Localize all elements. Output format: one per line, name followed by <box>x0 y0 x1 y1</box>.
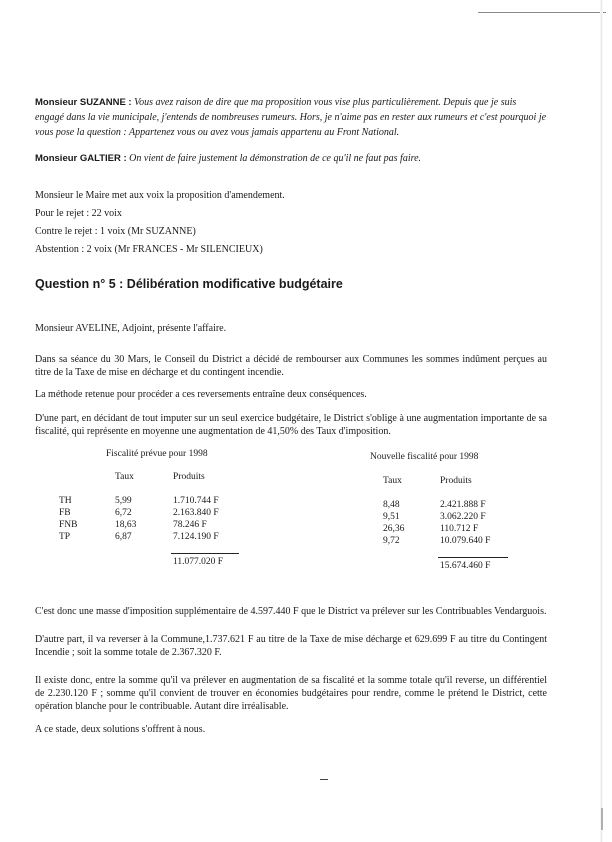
total-rule <box>438 557 508 558</box>
vote-against: Contre le rejet : 1 voix (Mr SUZANNE) <box>35 226 196 237</box>
vote-reject: Pour le rejet : 22 voix <box>35 208 122 219</box>
suzanne-statement <box>35 95 547 140</box>
paragraph-differential: Il existe donc, entre la somme qu'il va prélever en augmentation de sa fiscalité et la somme totale qu'il reverse, un différentiel de 2.230.120 F ; somme qu'il convient de trouver en économies budgétaires pour rendre, comme le prétend le District, cette opération blanche pour le contribuable. Autant dire irréalisable. <box>35 675 547 712</box>
row-produit: 2.163.840 F <box>173 508 219 518</box>
vote-intro: Monsieur le Maire met aux voix la proposition d'amendement. <box>35 190 285 201</box>
column-header-taux: Taux <box>383 476 402 486</box>
statement-text: Vous avez raison de dire que ma proposition vous vise plus particulièrement. Depuis que je suis engagé dans la vie municipale, j'entends de nombreuses rumeurs. Hors, je n'aime pas en rester aux rumeurs et c'est pourquoi je vous pose la question : Appartenez vous ou avez vous jamais appartenu au Front National. <box>35 97 547 138</box>
page-dash <box>320 779 328 780</box>
table-total: 11.077.020 F <box>173 557 224 567</box>
paragraph-additional-imposition: C'est donc une masse d'imposition supplémentaire de 4.597.440 F que le District va prélever sur les Contribuables Vendarguois. <box>35 606 547 617</box>
paragraph-method: La méthode retenue pour procéder a ces reversements entraîne deux conséquences. <box>35 389 367 400</box>
row-produit: 1.710.744 F <box>173 496 219 506</box>
row-taux: 9,72 <box>383 536 400 546</box>
column-header-produits: Produits <box>173 472 205 482</box>
row-produit: 110.712 F <box>440 524 479 534</box>
row-produit: 3.062.220 F <box>440 512 486 522</box>
table-total: 15.674.460 F <box>440 561 491 571</box>
scan-artifact-line <box>478 12 606 13</box>
row-taux: 9,51 <box>383 512 400 522</box>
column-header-taux: Taux <box>115 472 134 482</box>
table-title: Nouvelle fiscalité pour 1998 <box>370 452 479 462</box>
scan-artifact-mark <box>601 808 603 830</box>
row-label: TP <box>59 532 71 542</box>
paragraph-fiscal-increase: D'une part, en décidant de tout imputer sur un seul exercice budgétaire, le District s'oblige à une augmentation importante de sa fiscalité, qui représente en moyenne une augmentation de 41,50% des Taux d'imposition. <box>35 413 547 437</box>
paragraph-district-decision: Dans sa séance du 30 Mars, le Conseil du District a décidé de rembourser aux Communes les sommes indûment perçues au titre de la Taxe de mise en décharge et du contingent incendie. <box>35 354 547 378</box>
row-taux: 18,63 <box>115 520 137 530</box>
row-taux: 6,72 <box>115 508 132 518</box>
speaker-name: Monsieur GALTIER : <box>35 153 127 164</box>
section-heading: Question n° 5 : Délibération modificative budgétaire <box>35 277 343 291</box>
row-label: FB <box>59 508 71 518</box>
row-taux: 8,48 <box>383 500 400 510</box>
row-taux: 5,99 <box>115 496 132 506</box>
galtier-statement <box>35 151 547 166</box>
column-header-produits: Produits <box>440 476 472 486</box>
paragraph-reversal: D'autre part, il va reverser à la Commune,1.737.621 F au titre de la Taxe de mise décharge et 629.699 F au titre du Contingent Incendie ; soit la somme totale de 2.367.320 F. <box>35 634 547 658</box>
paragraph-solutions: A ce stade, deux solutions s'offrent à nous. <box>35 724 206 735</box>
row-taux: 26,36 <box>383 524 405 534</box>
row-label: FNB <box>59 520 78 530</box>
row-produit: 10.079.640 F <box>440 536 491 546</box>
row-produit: 7.124.190 F <box>173 532 219 542</box>
row-produit: 2.421.888 F <box>440 500 486 510</box>
row-taux: 6,87 <box>115 532 132 542</box>
row-label: TH <box>59 496 72 506</box>
speaker-name: Monsieur SUZANNE : <box>35 97 132 108</box>
presenter-line: Monsieur AVELINE, Adjoint, présente l'affaire. <box>35 323 227 334</box>
total-rule <box>171 553 239 554</box>
row-produit: 78.246 F <box>173 520 207 530</box>
vote-abstention: Abstention : 2 voix (Mr FRANCES - Mr SILENCIEUX) <box>35 244 263 255</box>
scan-artifact-edge <box>600 0 603 842</box>
statement-text: On vient de faire justement la démonstration de ce qu'il ne faut pas faire. <box>129 153 422 164</box>
table-title: Fiscalité prévue pour 1998 <box>106 449 208 459</box>
